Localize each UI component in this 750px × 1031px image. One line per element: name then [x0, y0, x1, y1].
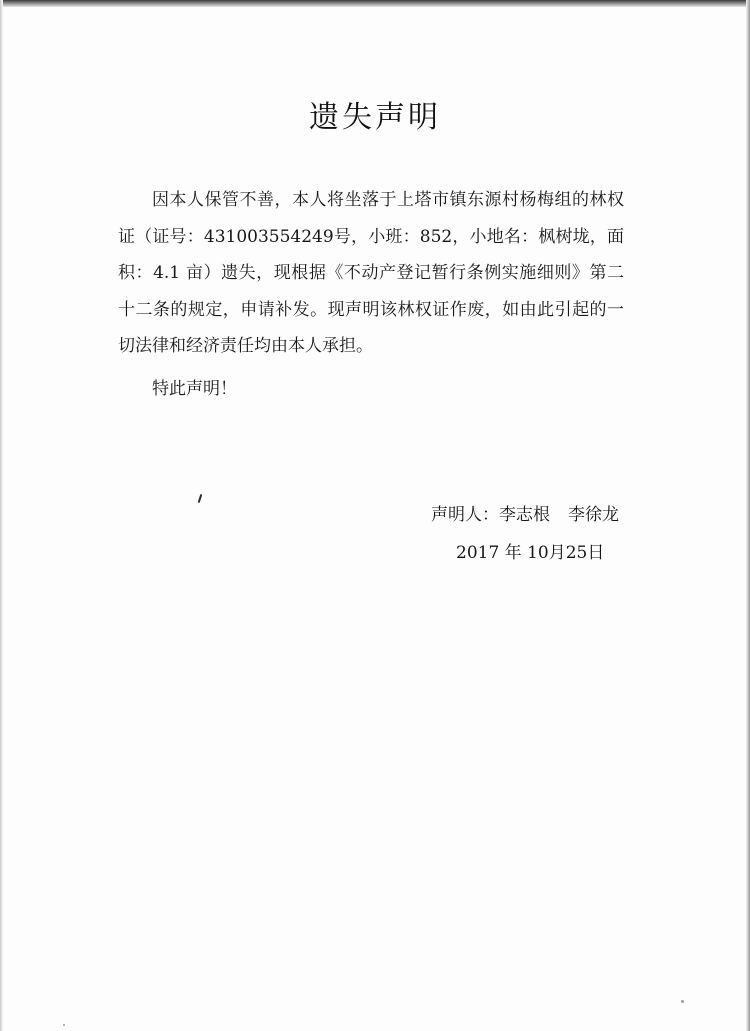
stray-pen-mark	[198, 494, 203, 503]
scan-top-edge	[0, 0, 750, 7]
closing-statement: 特此声明！	[152, 379, 237, 399]
declaration-date: 2017 年 10月25日	[456, 543, 605, 563]
document-title: 遗失声明	[309, 100, 441, 135]
scan-left-edge	[0, 0, 3, 1031]
signatory-name: 李志根	[499, 505, 550, 525]
signatory-name: 李徐龙	[568, 505, 619, 525]
scan-speck	[681, 1000, 684, 1003]
signature-label: 声明人：	[431, 505, 499, 525]
scan-speck	[63, 1024, 65, 1026]
signature-line	[431, 500, 619, 525]
declaration-body: 因本人保管不善，本人将坐落于上塔市镇东源村杨梅组的林权证（证号：431003554249号，小班：852，小地名：枫树垅，面积：4.1 亩）遗失，现根据《不动产登记暂行条例实施细则》第二十二条的规定，申请补发。现声明该林权证作废，如由此引起的一切法律和经济责任均由本人承担。	[118, 190, 624, 357]
scan-right-edge	[746, 0, 750, 1031]
